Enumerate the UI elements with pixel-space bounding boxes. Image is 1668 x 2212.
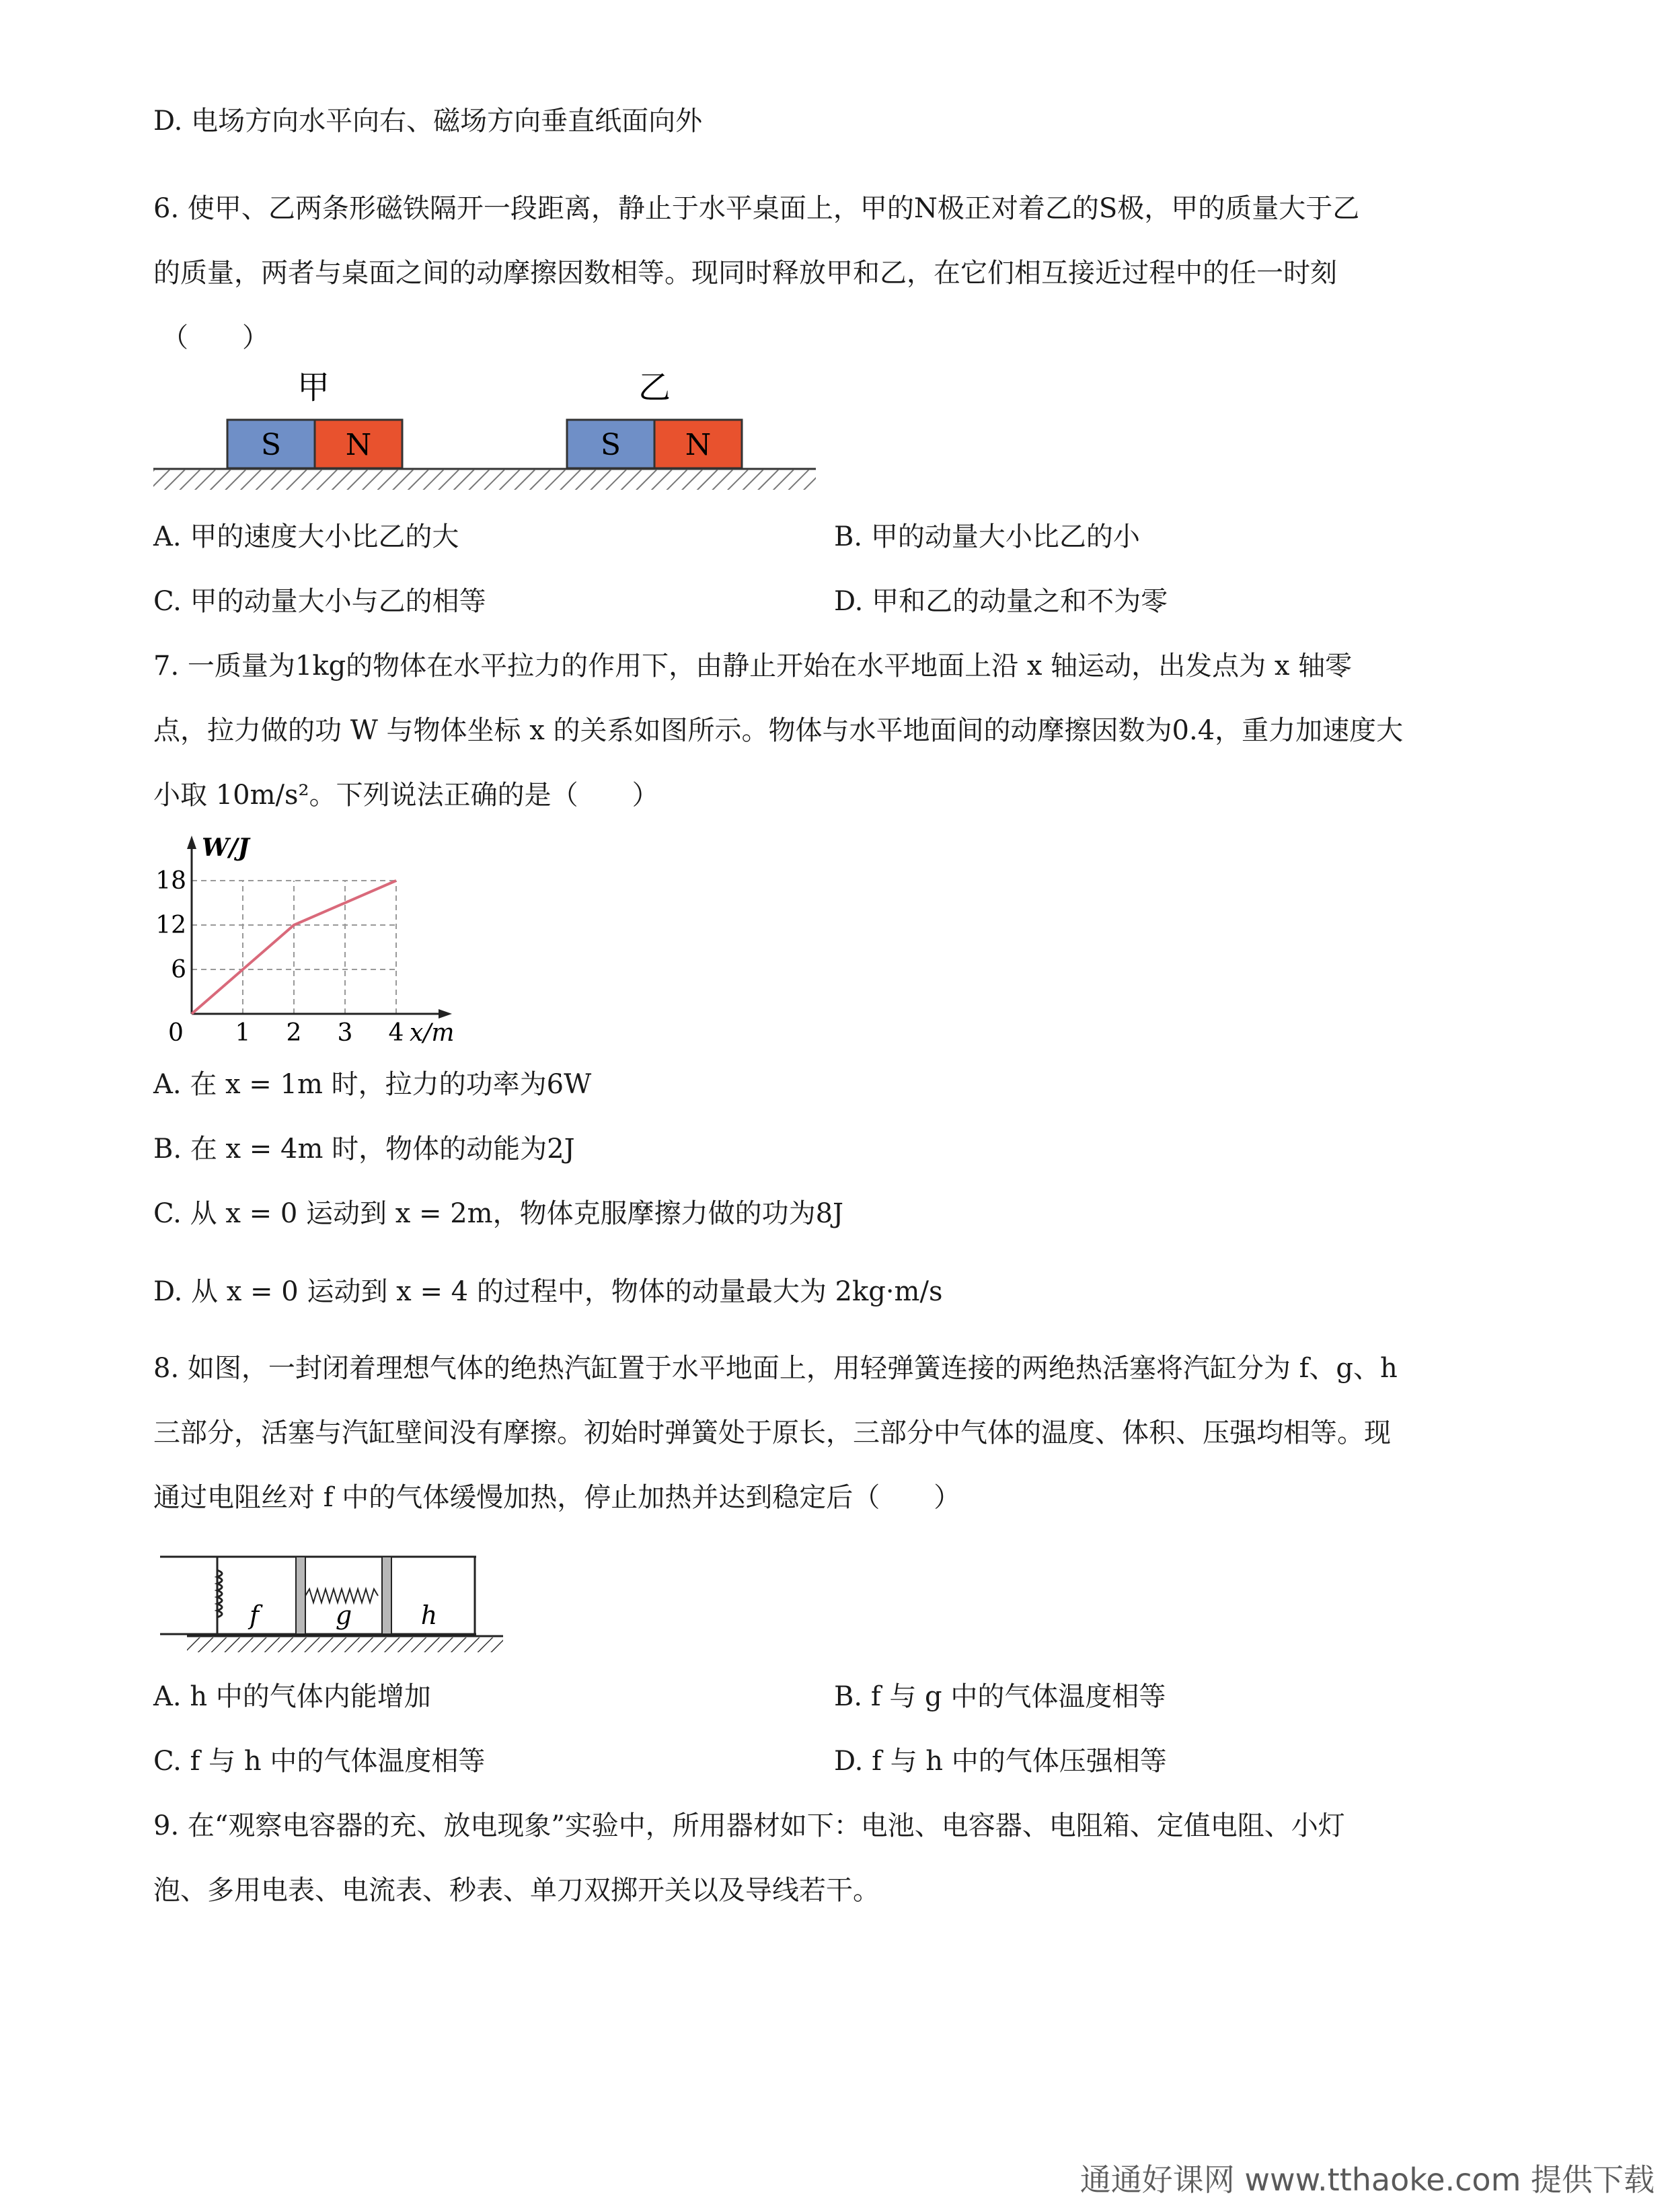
heater-wire bbox=[160, 1557, 217, 1634]
q8-option-d: D. f 与 h 中的气体压强相等 bbox=[834, 1746, 1167, 1777]
magnet-yi-label: 乙 bbox=[638, 369, 671, 406]
q6-stem-line-2: 的质量，两者与桌面之间的动摩擦因数相等。现同时释放甲和乙，在它们相互接近过程中的任一时刻 bbox=[153, 258, 1337, 289]
table-hatching bbox=[153, 470, 816, 490]
magnet-jia-label: 甲 bbox=[297, 369, 330, 406]
y-axis-label: W/J bbox=[202, 834, 250, 862]
y-axis-arrow bbox=[187, 836, 196, 849]
q6-option-b: B. 甲的动量大小比乙的小 bbox=[834, 521, 1140, 552]
chamber-f-label: f bbox=[249, 1600, 260, 1630]
y-tick-label-6: 6 bbox=[171, 956, 186, 984]
x-tick-label-3: 3 bbox=[337, 1019, 353, 1047]
x-axis-label: x/m bbox=[410, 1019, 455, 1047]
magnet-yi-n-label: N bbox=[685, 428, 712, 462]
q6-answer-blank: （ ） bbox=[161, 322, 269, 353]
right-piston bbox=[382, 1557, 391, 1634]
y-tick-label-12: 12 bbox=[155, 912, 186, 939]
ground-hatching bbox=[187, 1637, 503, 1652]
q9-stem-line-1: 9. 在“观察电容器的充、放电现象”实验中，所用器材如下：电池、电容器、电阻箱、定值电阻、小灯 bbox=[153, 1810, 1345, 1841]
q6-option-d: D. 甲和乙的动量之和不为零 bbox=[834, 586, 1168, 617]
magnet-yi-s-label: S bbox=[600, 428, 621, 462]
q7-stem-line-1: 7. 一质量为1kg的物体在水平拉力的作用下，由静止开始在水平地面上沿 x 轴运动，出发点为 x 轴零 bbox=[153, 651, 1353, 681]
x-tick-label-2: 2 bbox=[286, 1019, 302, 1047]
q8-option-a: A. h 中的气体内能增加 bbox=[153, 1681, 431, 1712]
q6-stem-line-1: 6. 使甲、乙两条形磁铁隔开一段距离，静止于水平桌面上，甲的N极正对着乙的S极，甲的质量大于乙 bbox=[153, 193, 1360, 224]
magnet-jia-s-label: S bbox=[260, 428, 282, 462]
chamber-h-label: h bbox=[420, 1600, 438, 1630]
q6-option-c: C. 甲的动量大小与乙的相等 bbox=[153, 586, 486, 617]
q8-stem-line-1: 8. 如图，一封闭着理想气体的绝热汽缸置于水平地面上，用轻弹簧连接的两绝热活塞将汽缸分为 f、g、h bbox=[153, 1353, 1398, 1384]
q7-option-b: B. 在 x = 4m 时，物体的动能为2J bbox=[153, 1134, 575, 1165]
x-tick-label-4: 4 bbox=[388, 1019, 404, 1047]
q9-stem-line-2: 泡、多用电表、电流表、秒表、单刀双掷开关以及导线若干。 bbox=[153, 1875, 880, 1906]
magnets-figure bbox=[153, 363, 826, 505]
y-tick-label-18: 18 bbox=[155, 867, 186, 895]
left-piston bbox=[296, 1557, 305, 1634]
cylinder-figure bbox=[153, 1537, 517, 1664]
footer-watermark: 通通好课网 www.tthaoke.com 提供下载 bbox=[1079, 2162, 1655, 2198]
q8-stem-line-3: 通过电阻丝对 f 中的气体缓慢加热，停止加热并达到稳定后（ ） bbox=[153, 1482, 961, 1513]
work-displacement-chart bbox=[148, 829, 484, 1051]
q7-option-d: D. 从 x = 0 运动到 x = 4 的过程中，物体的动量最大为 2kg·m/s bbox=[153, 1276, 943, 1307]
x-axis-arrow bbox=[439, 1009, 452, 1019]
q7-stem-line-2: 点，拉力做的功 W 与物体坐标 x 的关系如图所示。物体与水平地面间的动摩擦因数为0.4，重力加速度大 bbox=[153, 715, 1404, 746]
q8-option-b: B. f 与 g 中的气体温度相等 bbox=[834, 1681, 1166, 1712]
q7-option-c: C. 从 x = 0 运动到 x = 2m，物体克服摩擦力做的功为8J bbox=[153, 1198, 844, 1229]
x-tick-label-1: 1 bbox=[235, 1019, 251, 1047]
origin-label: 0 bbox=[168, 1019, 184, 1047]
q5-option-d: D. 电场方向水平向右、磁场方向垂直纸面向外 bbox=[153, 106, 703, 137]
q8-stem-line-2: 三部分，活塞与汽缸壁间没有摩擦。初始时弹簧处于原长，三部分中气体的温度、体积、压强均相等。现 bbox=[153, 1417, 1391, 1448]
q7-stem-line-3: 小取 10m/s²。下列说法正确的是（ ） bbox=[153, 780, 659, 811]
q8-option-c: C. f 与 h 中的气体温度相等 bbox=[153, 1746, 486, 1777]
magnet-jia-n-label: N bbox=[345, 428, 372, 462]
q7-option-a: A. 在 x = 1m 时，拉力的功率为6W bbox=[153, 1069, 592, 1100]
q6-option-a: A. 甲的速度大小比乙的大 bbox=[153, 521, 459, 552]
chamber-g-label: g bbox=[335, 1600, 352, 1630]
